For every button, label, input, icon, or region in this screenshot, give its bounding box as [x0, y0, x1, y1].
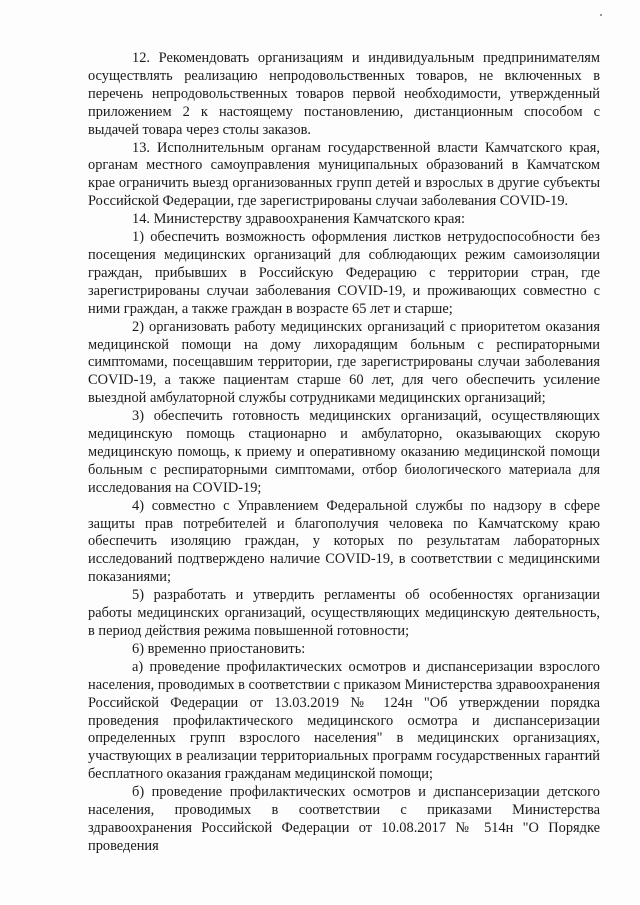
scan-speck [600, 14, 602, 16]
paragraph-14-item-2: 2) организовать работу медицинских организаций с приоритетом оказания медицинской помощи на дому лихорадящим больным с респираторными симптомами, посещавшим территории, где зарегистрированы случаи заболевания COVID-19, а также пациентам старше 60 лет, для чего обеспечить усиление выездной амбулаторной службы сотрудниками медицинских организаций; [88, 318, 600, 407]
document-body [88, 50, 600, 856]
paragraph-14: 14. Министерству здравоохранения Камчатского края: [132, 211, 466, 228]
paragraph-14-item-6: 6) временно приостановить: [132, 640, 306, 657]
paragraph-14-item-3: 3) обеспечить готовность медицинских организаций, осуществляющих медицинскую помощь стационарно и амбулаторно, оказывающих скорую медицинскую помощь, к приему и оперативному оказанию медицинской помощи больным с респираторными симптомами, отбор биологического материала для исследования на COVID-19; [88, 408, 600, 496]
paragraph-13: 13. Исполнительным органам государственной власти Камчатского края, органам местного самоуправления муниципальных образований в Камчатском крае ограничить выезд организованных групп детей и взрослых в другие субъекты Российской Федерации, где зарегистрированы случаи заболевания COVID-19. [88, 139, 600, 210]
paragraph-14-item-5: 5) разработать и утвердить регламенты об особенностях организации работы медицинских организаций, осуществляющих медицинскую деятельность, в период действия режима повышенной готовности; [88, 587, 600, 639]
paragraph-14-item-6b: б) проведение профилактических осмотров и диспансеризации детского населения, проводимых в соответствии с приказами Министерства здравоохранения Российской Федерации от 10.08.2017 № 514н "О Порядке проведения [88, 784, 600, 854]
paragraph-14-item-4: 4) совместно с Управлением Федеральной службы по надзору в сфере защиты прав потребителей и благополучия человека по Камчатскому краю обеспечить изоляцию граждан, у которых по результатам лабораторных исследований подтверждено наличие COVID-19, в соответствии с медицинскими показаниями; [88, 497, 600, 586]
paragraph-14-item-1: 1) обеспечить возможность оформления листков нетрудоспособности без посещения медицинских организаций для соблюдающих режим самоизоляции граждан, прибывших в Российскую Федерацию с территории стран, где зарегистрированы случаи заболевания COVID-19, и проживающих совместно с ними граждан, а также граждан в возрасте 65 лет и старше; [88, 229, 600, 317]
paragraph-14-item-6a: а) проведение профилактических осмотров и диспансеризации взрослого населения, проводимых в соответствии с приказом Министерства здравоохранения Российской Федерации от 13.03.2019 № 124н "Об утверждении порядка проведения профилактического медицинского осмотра и диспансеризации определенных групп взрослого населения" в медицинских организациях, участвующих в реализации территориальных программ государственных гарантий бесплатного оказания гражданам медицинской помощи; [88, 658, 600, 783]
paragraph-12: 12. Рекомендовать организациям и индивидуальным предпринимателям осуществлять реализацию непродовольственных товаров, не включенных в перечень непродовольственных товаров первой необходимости, утвержденный приложением 2 к настоящему постановлению, дистанционным способом с выдачей товара через столы заказов. [88, 50, 600, 138]
